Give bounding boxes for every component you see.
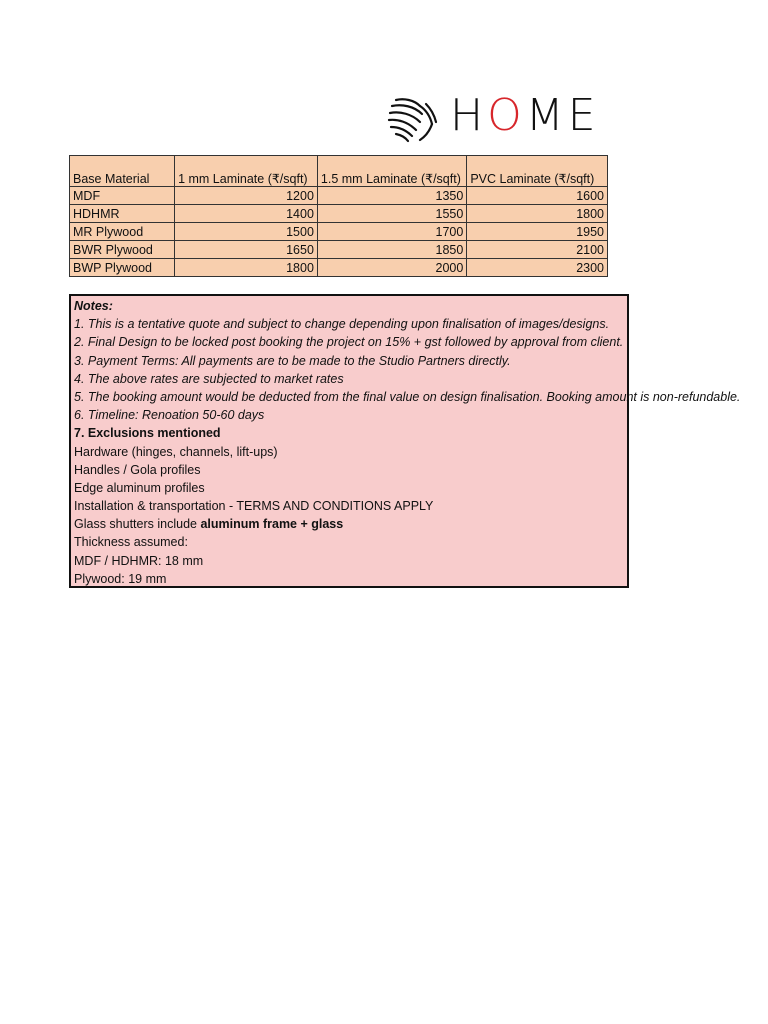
note-item: 5. The booking amount would be deducted from the final value on design finalisation. Booking amount is non-refundable. bbox=[74, 389, 741, 404]
note-item: 1. This is a tentative quote and subject to change depending upon finalisation of images/designs. bbox=[74, 317, 610, 332]
rate-cell: 1400 bbox=[175, 205, 318, 223]
rate-cell: 2100 bbox=[467, 241, 608, 259]
logo-wordmark: HOME bbox=[450, 90, 600, 141]
material-cell: MDF bbox=[70, 187, 175, 205]
table-row bbox=[70, 259, 608, 277]
material-cell: BWP Plywood bbox=[70, 259, 175, 277]
rate-cell: 2000 bbox=[317, 259, 466, 277]
note-item: 4. The above rates are subjected to market rates bbox=[74, 371, 344, 386]
header-pvc-laminate: PVC Laminate (₹/sqft) bbox=[467, 156, 608, 187]
rate-cell: 1650 bbox=[175, 241, 318, 259]
notes-box bbox=[69, 294, 741, 588]
thickness-item: MDF / HDHMR: 18 mm bbox=[74, 553, 204, 568]
table-row bbox=[70, 223, 608, 241]
header-base-material: Base Material bbox=[70, 156, 175, 187]
rate-cell: 1350 bbox=[317, 187, 466, 205]
notes-title: Notes: bbox=[74, 299, 113, 313]
table-header-row bbox=[70, 156, 608, 187]
glass-bold: aluminum frame + glass bbox=[200, 517, 344, 532]
rate-cell: 1600 bbox=[467, 187, 608, 205]
exclusion-item: Edge aluminum profiles bbox=[74, 480, 205, 495]
thickness-item: Plywood: 19 mm bbox=[74, 571, 167, 586]
rate-cell: 1200 bbox=[175, 187, 318, 205]
exclusions-title: 7. Exclusions mentioned bbox=[74, 426, 221, 441]
rate-cell: 1800 bbox=[175, 259, 318, 277]
note-item: 6. Timeline: Renoation 50-60 days bbox=[74, 408, 265, 423]
table-row bbox=[70, 187, 608, 205]
rate-cell: 1550 bbox=[317, 205, 466, 223]
rate-cell: 1850 bbox=[317, 241, 466, 259]
header-1-5mm-laminate: 1.5 mm Laminate (₹/sqft) bbox=[317, 156, 466, 187]
rate-cell: 1950 bbox=[467, 223, 608, 241]
exclusion-item: Hardware (hinges, channels, lift-ups) bbox=[74, 444, 278, 459]
material-cell: HDHMR bbox=[70, 205, 175, 223]
rate-cell: 1800 bbox=[467, 205, 608, 223]
glass-shutters-note bbox=[74, 515, 624, 533]
laminate-rates-table bbox=[69, 155, 608, 277]
header-1mm-laminate: 1 mm Laminate (₹/sqft) bbox=[175, 156, 318, 187]
note-item: 2. Final Design to be locked post booking the project on 15% + gst followed by approval from client. bbox=[74, 335, 624, 350]
material-cell: MR Plywood bbox=[70, 223, 175, 241]
table-row bbox=[70, 241, 608, 259]
thickness-title: Thickness assumed: bbox=[74, 535, 188, 550]
rate-cell: 1700 bbox=[317, 223, 466, 241]
glass-prefix: Glass shutters include bbox=[74, 517, 201, 532]
rate-cell: 1500 bbox=[175, 223, 318, 241]
exclusion-item: Handles / Gola profiles bbox=[74, 462, 201, 477]
rate-cell: 2300 bbox=[467, 259, 608, 277]
zebra-head-icon bbox=[386, 94, 442, 146]
exclusion-item: Installation & transportation - TERMS AND CONDITIONS APPLY bbox=[74, 499, 434, 514]
note-item: 3. Payment Terms: All payments are to be made to the Studio Partners directly. bbox=[74, 353, 511, 368]
table-row bbox=[70, 205, 608, 223]
company-logo bbox=[386, 90, 646, 146]
material-cell: BWR Plywood bbox=[70, 241, 175, 259]
